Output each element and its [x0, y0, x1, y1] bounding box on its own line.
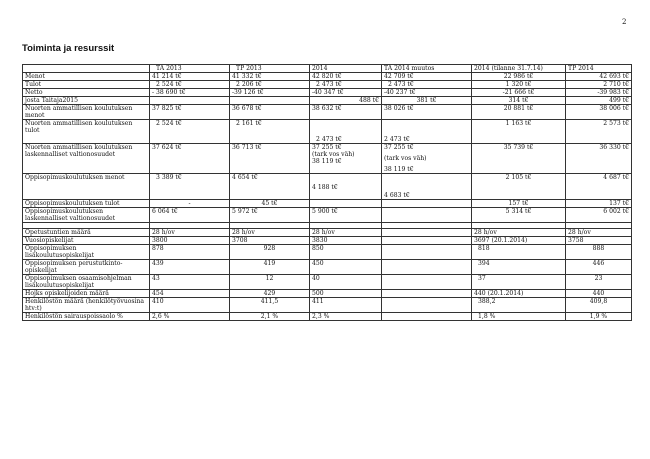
- cell: 35 739 t€: [472, 144, 566, 174]
- cell: 36 678 t€: [230, 105, 310, 120]
- table-row: [23, 144, 632, 174]
- cell: 38 026 t€: [382, 105, 472, 120]
- header-cell-ta2014-change: TA 2014 muutos: [382, 65, 472, 73]
- row-label: Oppisopimuskoulutuksen tulot: [23, 200, 150, 208]
- row-label: Nuorten ammatillisen koulutuksen laskennalliset valtionosuudet: [23, 144, 150, 174]
- cell: -: [150, 200, 230, 208]
- cell: 2 105 t€: [472, 174, 566, 200]
- cell: 411,5: [230, 298, 310, 313]
- cell: 440: [566, 290, 632, 298]
- table-row: [23, 120, 632, 144]
- cell: -21 666 t€: [472, 89, 566, 97]
- cell: 38 632 t€: [310, 105, 382, 120]
- table-row: [23, 81, 632, 89]
- cell: 28 h/ov: [566, 229, 632, 237]
- row-label: Oppisopimuksen perustutkinto-opiskelijat: [23, 260, 150, 275]
- cell: 157 t€: [472, 200, 566, 208]
- table-row: [23, 275, 632, 290]
- cell: 2,3 %: [310, 313, 382, 321]
- cell: 40: [310, 275, 382, 290]
- cell: [382, 275, 472, 290]
- row-label: Oppisopimuksen lisäkoulutusopiskelijat: [23, 245, 150, 260]
- cell: 499 t€: [566, 97, 632, 105]
- cell: [382, 260, 472, 275]
- cell: 419: [230, 260, 310, 275]
- cell: 4 188 t€: [310, 174, 382, 200]
- cell: 38 006 t€: [566, 105, 632, 120]
- cell: 42 693 t€: [566, 73, 632, 81]
- cell: 888: [566, 245, 632, 260]
- cell: 4 687 t€: [566, 174, 632, 200]
- cell: -39 983 t€: [566, 89, 632, 97]
- row-label: Henkilöstön määrä (henkilötyövuosina htv:t): [23, 298, 150, 313]
- table-row: [23, 89, 632, 97]
- section-title: Toiminta ja resurssit: [22, 43, 115, 54]
- cell: 314 t€: [472, 97, 566, 105]
- table-row: [23, 73, 632, 81]
- cell: 3 389 t€: [150, 174, 230, 200]
- cell: 36 330 t€: [566, 144, 632, 174]
- cell: 28 h/ov: [310, 229, 382, 237]
- cell: 409,8: [566, 298, 632, 313]
- cell: [382, 208, 472, 223]
- cell: 2,6 %: [150, 313, 230, 321]
- cell: 450: [310, 260, 382, 275]
- cell: 2 573 t€: [566, 120, 632, 144]
- cell: 1 320 t€: [472, 81, 566, 89]
- cell: 42 709 t€: [382, 73, 472, 81]
- cell: 2 710 t€: [566, 81, 632, 89]
- table-header-row: [23, 65, 632, 73]
- table-row: [23, 97, 632, 105]
- table-row: [23, 208, 632, 223]
- cell: 5 314 t€: [472, 208, 566, 223]
- cell: 41 214 t€: [150, 73, 230, 81]
- cell: [382, 298, 472, 313]
- cell: 2 161 t€: [230, 120, 310, 144]
- cell: 28 h/ov: [472, 229, 566, 237]
- cell: 3697 (20.1.2014): [472, 237, 566, 245]
- cell: 37 624 t€: [150, 144, 230, 174]
- cell: 454: [150, 290, 230, 298]
- cell: 41 332 t€: [230, 73, 310, 81]
- cell: - 38 690 t€: [150, 89, 230, 97]
- header-cell-tp2014: TP 2014: [566, 65, 632, 73]
- cell: 1,8 %: [472, 313, 566, 321]
- cell: 439: [150, 260, 230, 275]
- header-cell-ta2013: TA 2013: [150, 65, 230, 73]
- table-row: [23, 105, 632, 120]
- cell: 4 683 t€: [382, 174, 472, 200]
- header-cell-blank: [23, 65, 150, 73]
- cell: 3800: [150, 237, 230, 245]
- cell: 3830: [310, 237, 382, 245]
- cell: 2 524 t€: [150, 81, 230, 89]
- cell: [382, 245, 472, 260]
- cell: 12: [230, 275, 310, 290]
- cell: 388,2: [472, 298, 566, 313]
- row-label: Henkilöstön sairauspoissaolo %: [23, 313, 150, 321]
- cell: 5 972 t€: [230, 208, 310, 223]
- table-row: [23, 313, 632, 321]
- row-label: Vuosiopiskelijat: [23, 237, 150, 245]
- cell: [382, 237, 472, 245]
- row-label: josta Taitaja2015: [23, 97, 150, 105]
- cell: 928: [230, 245, 310, 260]
- table-row: [23, 260, 632, 275]
- cell: 818: [472, 245, 566, 260]
- cell: 878: [150, 245, 230, 260]
- cell: 37 255 t€ (tark vos väh) 38 119 t€: [310, 144, 382, 174]
- cell: 440 (20.1.2014): [472, 290, 566, 298]
- cell: [230, 97, 310, 105]
- cell: 37 255 t€ (tark vos väh) 38 119 t€: [382, 144, 472, 174]
- table-row: [23, 174, 632, 200]
- row-label: Oppisopimuskoulutuksen laskennalliset valtionosuudet: [23, 208, 150, 223]
- row-label: Menot: [23, 73, 150, 81]
- cell: 411: [310, 298, 382, 313]
- cell: [382, 290, 472, 298]
- cell: 45 t€: [230, 200, 310, 208]
- table-row: [23, 245, 632, 260]
- cell: 850: [310, 245, 382, 260]
- cell: 410: [150, 298, 230, 313]
- row-label: Oppisopimuksen osaamisohjelman lisäkoulutusopiskelijat: [23, 275, 150, 290]
- cell: [382, 313, 472, 321]
- cell: 2 206 t€: [230, 81, 310, 89]
- cell: 5 900 t€: [310, 208, 382, 223]
- cell: 37 825 t€: [150, 105, 230, 120]
- cell: 28 h/ov: [230, 229, 310, 237]
- cell: 1 163 t€: [472, 120, 566, 144]
- cell: 37: [472, 275, 566, 290]
- cell: 2 524 t€: [150, 120, 230, 144]
- row-label: Oppisopimuskoulutuksen menot: [23, 174, 150, 200]
- cell: 137 t€: [566, 200, 632, 208]
- cell: 4 654 t€: [230, 174, 310, 200]
- header-cell-2014: 2014: [310, 65, 382, 73]
- cell: 43: [150, 275, 230, 290]
- resources-table: [22, 64, 632, 321]
- cell: 2 473 t€: [382, 120, 472, 144]
- cell: 429: [230, 290, 310, 298]
- cell: 3758: [566, 237, 632, 245]
- header-cell-tp2013: TP 2013: [230, 65, 310, 73]
- cell: 3708: [230, 237, 310, 245]
- table-row: [23, 200, 632, 208]
- cell: 6 002 t€: [566, 208, 632, 223]
- cell: [382, 200, 472, 208]
- cell: 446: [566, 260, 632, 275]
- row-label: Opetustuntien määrä: [23, 229, 150, 237]
- cell: 6 064 t€: [150, 208, 230, 223]
- row-label: Netto: [23, 89, 150, 97]
- row-label: Nuorten ammatillisen koulutuksen menot: [23, 105, 150, 120]
- cell: 500: [310, 290, 382, 298]
- cell: 381 t€: [382, 97, 472, 105]
- row-label: Nuorten ammatillisen koulutuksen tulot: [23, 120, 150, 144]
- cell: -40 237 t€: [382, 89, 472, 97]
- cell: 28 h/ov: [150, 229, 230, 237]
- cell: 20 881 t€: [472, 105, 566, 120]
- cell: 23: [566, 275, 632, 290]
- cell: -40 347 t€: [310, 89, 382, 97]
- row-label: Hojks opiskelijoiden määrä: [23, 290, 150, 298]
- table-row: [23, 298, 632, 313]
- cell: 42 820 t€: [310, 73, 382, 81]
- table-row: [23, 290, 632, 298]
- cell: [382, 229, 472, 237]
- row-label: Tulot: [23, 81, 150, 89]
- cell: 394: [472, 260, 566, 275]
- table-row: [23, 237, 632, 245]
- table-row: [23, 229, 632, 237]
- cell: 22 986 t€: [472, 73, 566, 81]
- cell: 2 473 t€: [310, 120, 382, 144]
- cell: -39 126 t€: [230, 89, 310, 97]
- cell: 2 473 t€: [310, 81, 382, 89]
- header-cell-2014-status: 2014 (tilanne 31.7.14): [472, 65, 566, 73]
- cell: 488 t€: [310, 97, 382, 105]
- cell: 1,9 %: [566, 313, 632, 321]
- cell: 2 473 t€: [382, 81, 472, 89]
- cell: [150, 97, 230, 105]
- cell: 2,1 %: [230, 313, 310, 321]
- cell: 36 713 t€: [230, 144, 310, 174]
- cell: [310, 200, 382, 208]
- page-number: 2: [622, 18, 627, 26]
